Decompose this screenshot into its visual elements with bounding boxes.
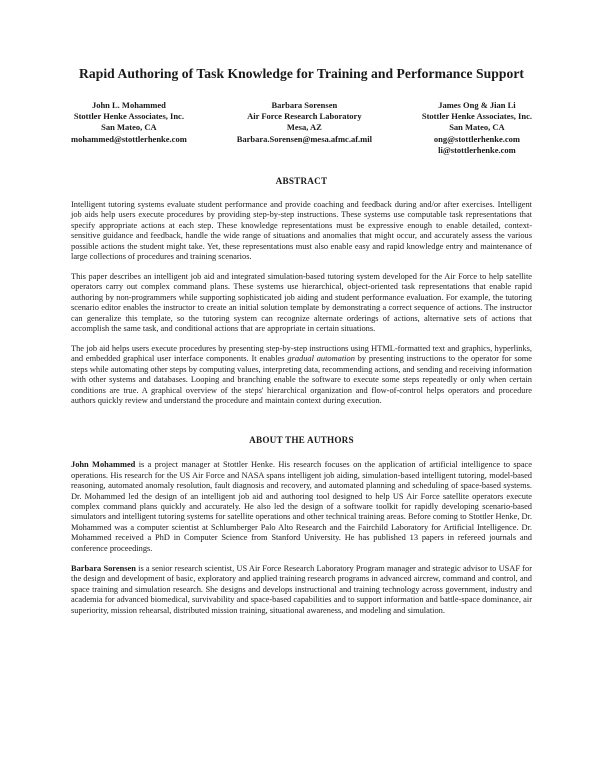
author-email-secondary: li@stottlerhenke.com [438, 144, 516, 155]
paragraph-text: The job aid helps users execute procedures by presenting step-by-step instructions using HTML-formatted text and graphics, hyperlinks, and embedded graphical user interface components. It enables [71, 343, 532, 364]
paper-title: Rapid Authoring of Task Knowledge for Training and Performance Support [79, 66, 524, 81]
bio-name: John Mohammed [71, 460, 136, 470]
abstract-paragraph-3 [71, 344, 532, 406]
author-name: John L. Mohammed [91, 100, 166, 110]
bio-john-mohammed [71, 460, 532, 554]
abstract-heading: ABSTRACT [275, 176, 328, 187]
author-affiliation: Stottler Henke Associates, Inc. [73, 111, 184, 122]
author-name: Barbara Sorensen [271, 100, 338, 110]
bio-text: is a senior research scientist, US Air Force Research Laboratory Program manager and strategic advisor to USAF for the design and development of basic, exploratory and applied training research programs in advanced aircrew, command and control, and space training and simulation research. She designs and develops instructional and training technology across government, industry and academia for advanced biomedical, survivability and space-based capabilities and to support information and battle-space dominance, air superiority, mission rehearsal, distributed mission training, situational awareness, and modeling and simulation. [71, 563, 532, 615]
author-affiliation: Stottler Henke Associates, Inc. [421, 111, 532, 122]
paragraph-text: by presenting instructions to the operator for some steps while automating other steps by computing values, interpreting data, recommending actions, and sending and receiving information with other systems and databases. Looping and branching enable the software to execute some steps repeatedly or only when certain conditions are true. A graphical overview of the steps' hierarchical organization and flow-of-control helps operators and procedure authors quickly review and understand the procedure and maintain context during execution. [71, 354, 532, 405]
author-email: ong@stottlerhenke.com [433, 133, 520, 144]
author-location: Mesa, AZ [286, 122, 322, 133]
author-email: mohammed@stottlerhenke.com [71, 133, 187, 144]
abstract-paragraph-1: Intelligent tutoring systems evaluate student performance and provide coaching and feedback during and/or after exercises. Intelligent job aids help users execute procedures by providing step-by-step instructions. These systems use computable task representations that specify appropriate actions at each step. These knowledge representations must be expressive enough to enable detailed, context-sensitive guidance and feedback, handle the wide range of situations and anomalies that might occur, and accurately assess the various possible actions the student might take. Yet, these representations must also enable easy and rapid knowledge entry and maintenance of large collections of procedures and training scenarios. [71, 200, 532, 262]
emphasis-gradual-automation: gradual automation [287, 354, 355, 364]
author-affiliation: Air Force Research Laboratory [247, 111, 362, 122]
abstract-paragraph-2: This paper describes an intelligent job aid and integrated simulation-based tutoring system developed for the Air Force to help satellite operators carry out complex command plans. These systems use hierarchical, object-oriented task representations that enable rapid authoring by non-programmers while supporting sophisticated job aiding and student performance evaluation. For example, the tutoring scenario editor enables the instructor to create an initial solution template by demonstrating a correct sequence of actions. The instructor can generalize this template, so the tutoring system can recognize alternate orderings of actions, alternative sets of actions that accomplish the same task, and conditional actions that are appropriate in certain situations. [71, 271, 532, 333]
author-1 [71, 100, 187, 156]
bio-text: is a project manager at Stottler Henke. His research focuses on the application of artificial intelligence to space operations. His research for the US Air Force and NASA spans intelligent job aiding, simulation-based intelligent tutoring, model-based reasoning, automated anomaly resolution, fault diagnosis and recovery, and automated planning and scheduling of space-based systems. Dr. Mohammed led the design of an intelligent job aid and authoring tool designed to help US Air Force satellite operators execute complex command plans quickly and accurately. He also led the design of a software toolkit for rapidly developing scenario-based simulators and intelligent tutoring systems for satellite operations and other technical training areas. Before coming to Stottler Henke, Dr. Mohammed was a computer scientist at Schlumberger Palo Alto Research and the Fairchild Laboratory for Artificial Intelligence. Dr. Mohammed received a PhD in Computer Science from Stanford University. He has published 13 papers in refereed journals and conference proceedings. [71, 460, 532, 553]
author-email: Barbara.Sorensen@mesa.afmc.af.mil [236, 133, 372, 144]
author-3 [422, 100, 532, 156]
bio-barbara-sorensen [71, 564, 532, 616]
author-2 [237, 100, 372, 156]
author-block [71, 100, 532, 156]
author-location: San Mateo, CA [449, 122, 505, 133]
about-authors-heading: ABOUT THE AUTHORS [249, 435, 354, 446]
author-name: James Ong & Jian Li [438, 100, 516, 110]
bio-name: Barbara Sorensen [71, 563, 136, 573]
author-location: San Mateo, CA [101, 122, 157, 133]
